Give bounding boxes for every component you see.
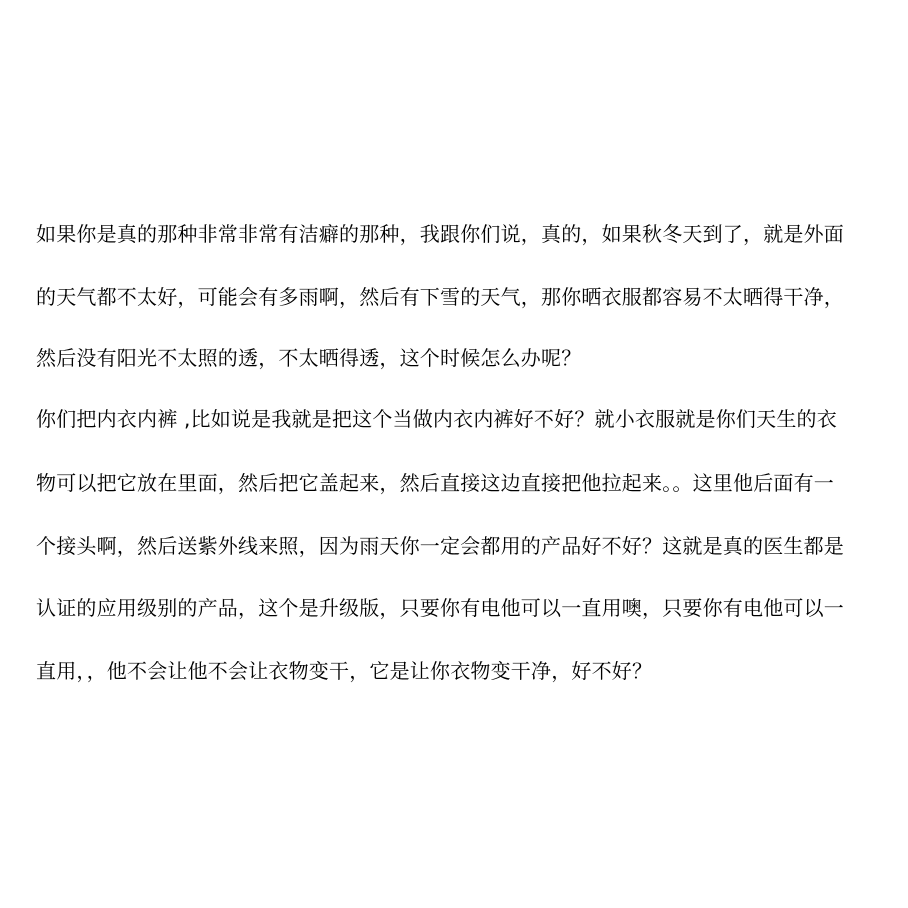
text-line-8: 直用，，他不会让他不会让衣物变干，它是让你衣物变干净，好不好？ (36, 659, 653, 683)
text-line-3: 然后没有阳光不太照的透，不太晒得透，这个时候怎么办呢？ (36, 346, 582, 370)
text-line-7: 认证的应用级别的产品，这个是升级版，只要你有电他可以一直用噢，只要你有电他可以一 (36, 596, 844, 620)
text-line-6: 个接头啊，然后送紫外线来照，因为雨天你一定会都用的产品好不好？这就是真的医生都是 (36, 534, 844, 558)
text-line-2: 的天气都不太好，可能会有多雨啊，然后有下雪的天气，那你晒衣服都容易不太晒得干净， (36, 285, 844, 309)
text-line-5: 物可以把它放在里面，然后把它盖起来，然后直接这边直接把他拉起来。。这里他后面有一 (36, 471, 834, 495)
text-line-1: 如果你是真的那种非常非常有洁癖的那种，我跟你们说，真的，如果秋冬天到了，就是外面 (36, 222, 844, 246)
text-line-4: 你们把内衣内裤 ,比如说是我就是把这个当做内衣内裤好不好？就小衣服就是你们天生的衣 (36, 407, 837, 431)
